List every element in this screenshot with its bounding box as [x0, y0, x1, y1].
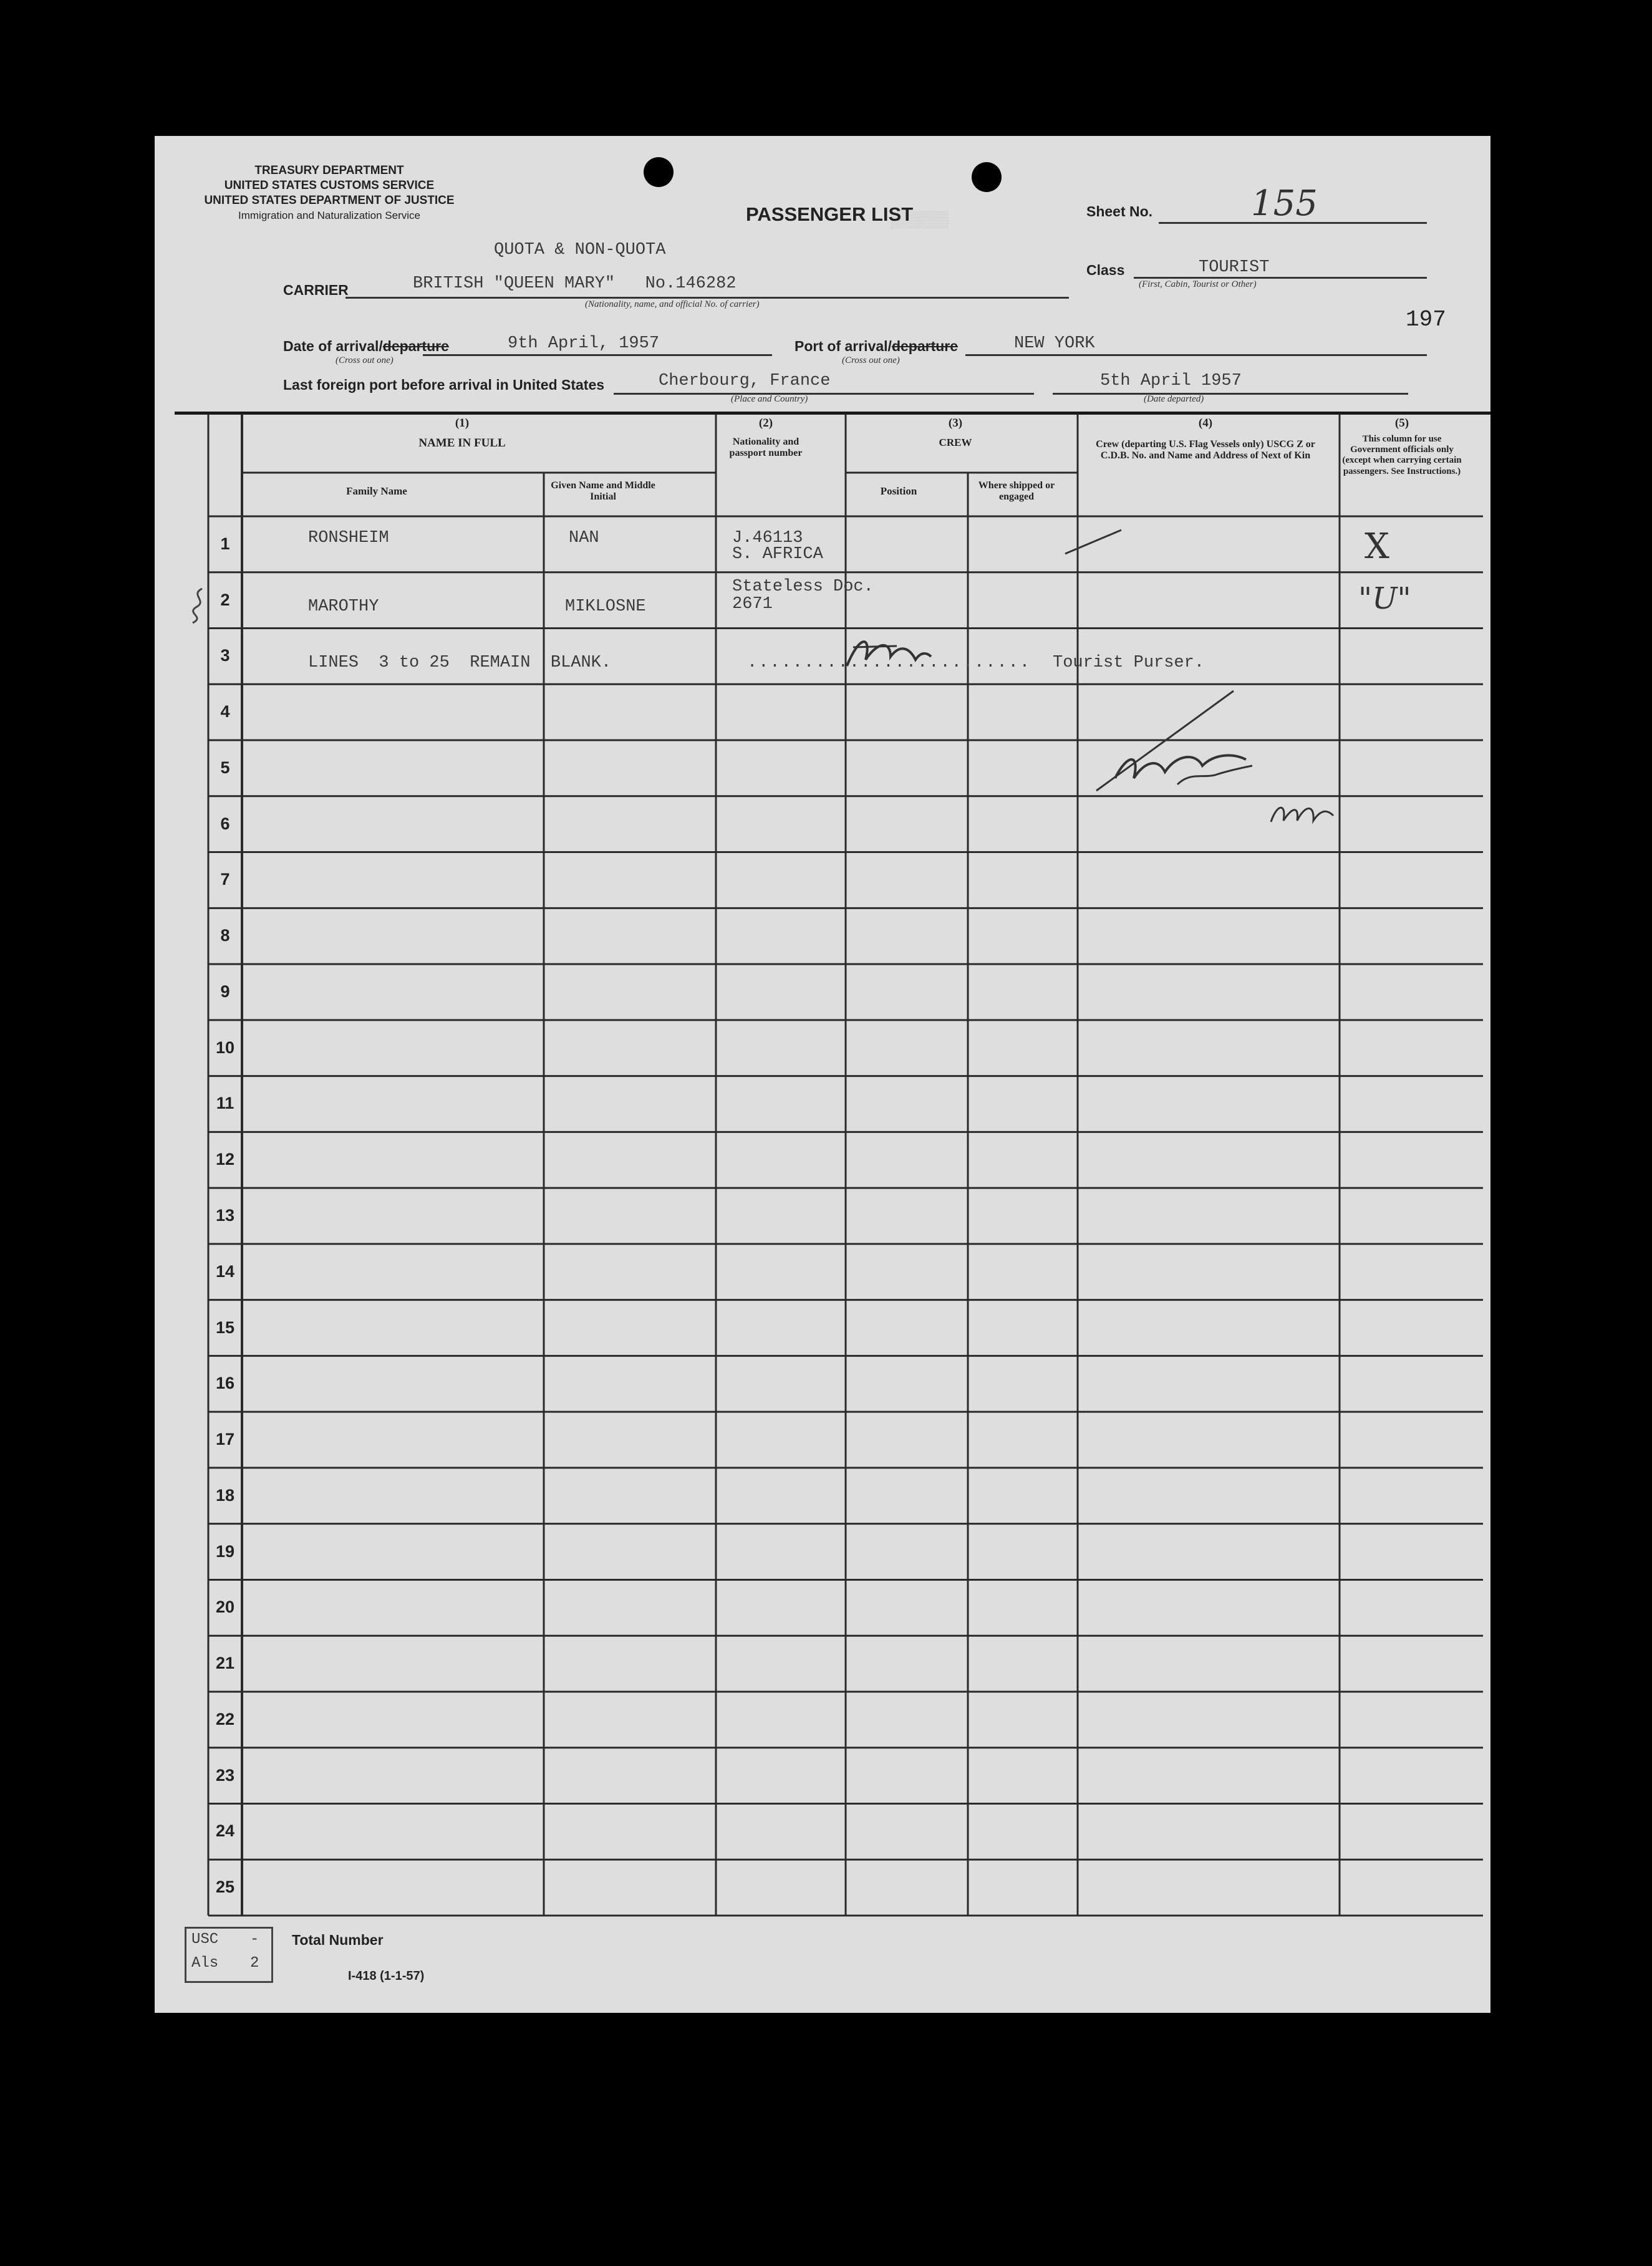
- margin-annotation: [177, 582, 215, 626]
- col4-header: [1078, 417, 1333, 462]
- port-label-a: Port of arrival/: [795, 338, 892, 354]
- row-number: 20: [215, 1598, 235, 1617]
- row-number: 21: [215, 1654, 235, 1673]
- arrival-date-value: 9th April, 1957: [508, 334, 660, 353]
- agency-line-2: UNITED STATES CUSTOMS SERVICE: [224, 179, 435, 192]
- col5-number: (5): [1394, 417, 1409, 430]
- row-number: 25: [215, 1878, 235, 1897]
- stamp-value-1: -: [250, 1931, 259, 1948]
- stamp-value-2: 2: [250, 1955, 259, 1972]
- row-number: 7: [220, 870, 230, 889]
- stamp-line-1: USC: [191, 1931, 219, 1948]
- row2-document-number: 2671: [732, 595, 773, 614]
- passenger-list-sheet: [155, 136, 1490, 2013]
- bleed-through-text: ▒▒▒▒▒▒: [891, 211, 949, 229]
- row1-check-stroke: [1059, 523, 1134, 560]
- col4-number: (4): [1198, 417, 1213, 430]
- row-number: 1: [220, 534, 230, 553]
- where-shipped-header: Where shipped or engaged: [978, 480, 1055, 503]
- col2-header: [716, 417, 816, 460]
- col2-title: Nationality and passport number: [729, 436, 803, 459]
- sheet-number-value: 155: [1251, 183, 1318, 224]
- time-annotation: [1265, 797, 1340, 828]
- row-number: 2: [220, 590, 230, 609]
- class-label: Class: [1086, 262, 1125, 278]
- row-number: 10: [215, 1038, 235, 1057]
- col4-title: Crew (departing U.S. Flag Vessels only) USCG Z or C.D.B. No. and Name and Address of Next of Kin: [1096, 438, 1315, 461]
- col3-number: (3): [948, 417, 963, 430]
- port-caption: (Cross out one): [842, 355, 900, 365]
- carrier-value: BRITISH "QUEEN MARY" No.146282: [413, 274, 737, 293]
- family-name-header: Family Name: [346, 485, 407, 497]
- col1-number: (1): [455, 417, 470, 430]
- row-number: 23: [215, 1765, 235, 1785]
- row-number: 9: [220, 981, 230, 1001]
- class-value: TOURIST: [1199, 258, 1270, 277]
- row1-nationality: S. AFRICA: [732, 545, 823, 564]
- row2-official-mark: "U": [1358, 581, 1411, 616]
- col1-header: [242, 417, 682, 450]
- row2-document: Stateless Doc.: [732, 577, 874, 596]
- port-value: NEW YORK: [1014, 334, 1095, 353]
- last-port-caption: (Place and Country): [731, 394, 808, 404]
- row1-family-name: RONSHEIM: [308, 529, 389, 547]
- port-label-b: departure: [891, 338, 959, 354]
- departed-date-value: 5th April 1957: [1100, 372, 1242, 390]
- col1-title: NAME IN FULL: [418, 436, 506, 450]
- quota-text: QUOTA & NON-QUOTA: [494, 241, 666, 259]
- arrival-date-label-b: departure: [382, 338, 449, 354]
- sheet-number-label: Sheet No.: [1086, 203, 1153, 219]
- row-number: 19: [215, 1541, 235, 1561]
- row3-leader-dots: .........................: [747, 653, 1031, 672]
- arrival-date-label-a: Date of arrival/: [283, 338, 383, 354]
- row-number: 15: [215, 1318, 235, 1337]
- row3-note: LINES 3 to 25 REMAIN BLANK.: [308, 653, 612, 672]
- carrier-label: CARRIER: [283, 282, 349, 298]
- inspector-stamp: [185, 1927, 273, 1983]
- position-header: Position: [880, 485, 917, 497]
- last-port-label: Last foreign port before arrival in United States: [283, 377, 605, 393]
- row-number: 22: [215, 1709, 235, 1728]
- col5-header: [1340, 417, 1464, 477]
- row-number: 5: [220, 758, 230, 777]
- row-number: 16: [215, 1374, 235, 1393]
- row-number: 13: [215, 1206, 235, 1225]
- col3-title: CREW: [939, 436, 972, 448]
- last-port-value: Cherbourg, France: [659, 372, 831, 390]
- agency-line-3: UNITED STATES DEPARTMENT OF JUSTICE: [204, 194, 455, 207]
- row1-official-mark: X: [1365, 526, 1389, 567]
- row2-family-name: MAROTHY: [308, 597, 379, 616]
- agency-line-1: TREASURY DEPARTMENT: [254, 164, 404, 177]
- given-name-header: Given Name and Middle Initial: [551, 480, 655, 503]
- row1-passport: J.46113: [732, 529, 803, 547]
- row-number: 24: [215, 1821, 235, 1841]
- row2-given-name: MIKLOSNE: [565, 597, 646, 616]
- arrival-date-caption: (Cross out one): [336, 355, 394, 365]
- row3-purser: Tourist Purser.: [1053, 653, 1205, 672]
- row1-given-name: NAN: [569, 529, 599, 547]
- row-number: 4: [220, 702, 230, 721]
- carrier-caption: (Nationality, name, and official No. of carrier): [585, 299, 760, 309]
- agency-line-4: Immigration and Naturalization Service: [238, 210, 420, 221]
- stamp-line-2: Als: [191, 1955, 219, 1972]
- col3-header: [846, 417, 1065, 448]
- page-number: 197: [1406, 307, 1446, 332]
- departed-date-caption: (Date departed): [1144, 394, 1204, 404]
- purser-signature: [841, 622, 934, 678]
- inspector-signature: [1090, 685, 1277, 797]
- row-number: 14: [215, 1261, 235, 1281]
- form-title: PASSENGER LIST: [746, 203, 914, 225]
- row-number: 12: [215, 1150, 235, 1169]
- row-number: 8: [220, 926, 230, 945]
- row-number: 3: [220, 646, 230, 665]
- col5-title: This column for use Government officials only (except when carrying certain passengers. See Instructions.): [1342, 433, 1462, 476]
- row-number: 6: [220, 814, 230, 833]
- total-number-label: Total Number: [292, 1932, 384, 1948]
- form-number: I-418 (1-1-57): [348, 1969, 425, 1983]
- col2-number: (2): [758, 417, 773, 430]
- class-caption: (First, Cabin, Tourist or Other): [1139, 279, 1257, 289]
- row-number: 17: [215, 1430, 235, 1449]
- row-number: 11: [216, 1094, 234, 1113]
- row-number: 18: [215, 1485, 235, 1505]
